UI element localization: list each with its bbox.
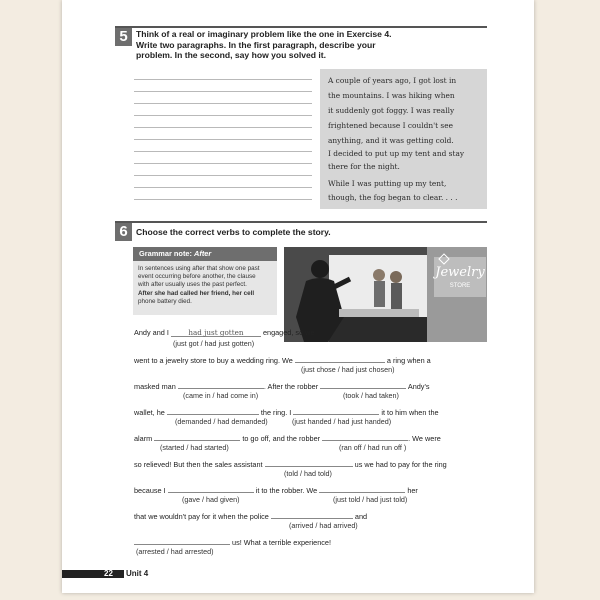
story-line-2: went to a jewelry store to buy a wedding ring. We a ring when a: [134, 356, 431, 365]
writing-line[interactable]: [134, 187, 312, 188]
answer-blank[interactable]: [134, 536, 230, 545]
exercise-5-instructions: Think of a real or imaginary problem like the one in Exercise 4. Write two paragraphs. In the first paragraph, describe your problem. In the second, say how you solved it.: [136, 29, 392, 60]
model-line: A couple of years ago, I got lost in: [328, 76, 457, 85]
answer-blank[interactable]: [295, 354, 385, 363]
writing-line[interactable]: [134, 103, 312, 104]
model-line: I decided to put up my tent and stay: [328, 149, 465, 158]
writing-line[interactable]: [134, 199, 312, 200]
answer-blank[interactable]: [154, 432, 240, 441]
writing-line[interactable]: [134, 91, 312, 92]
grammar-note-heading: Grammar note: After: [133, 247, 277, 261]
model-line: frightened because I couldn't see: [328, 121, 453, 130]
model-line: anything, and it was getting cold.: [328, 136, 454, 145]
exercise-6-number: 6: [115, 223, 132, 241]
answer-blank[interactable]: [178, 380, 264, 389]
footer-bar: [62, 570, 124, 578]
verb-options: (arrested / had arrested): [136, 547, 214, 556]
verb-options: (just chose / had just chosen): [301, 365, 395, 374]
verb-options: (demanded / had demanded): [175, 417, 268, 426]
writing-line[interactable]: [134, 115, 312, 116]
model-line: it suddenly got foggy. I was really: [328, 106, 455, 115]
writing-line[interactable]: [134, 175, 312, 176]
model-text-box: [320, 69, 487, 209]
verb-options: (took / had taken): [343, 391, 399, 400]
verb-options: (ran off / had run off ): [339, 443, 407, 452]
example-answer: had just gotten: [188, 328, 244, 337]
model-line: though, the fog began to clear. . . .: [328, 193, 458, 202]
verb-options: (just handed / had just handed): [292, 417, 392, 426]
jewelry-store-sign: Jewelry: [435, 265, 485, 280]
answer-blank[interactable]: [171, 328, 261, 337]
unit-label: Unit 4: [126, 569, 149, 578]
verb-options: (told / had told): [284, 469, 332, 478]
verb-options: (just got / had just gotten): [173, 339, 255, 348]
exercise-5-rule: [115, 26, 487, 28]
model-line: the mountains. I was hiking when: [328, 91, 455, 100]
answer-blank[interactable]: [322, 432, 408, 441]
answer-blank[interactable]: [319, 484, 405, 493]
story-line-4: wallet, he the ring. I it to him when the: [134, 408, 439, 417]
story-line-8: that we wouldn't pay for it when the police and: [134, 512, 368, 521]
exercise-5-number: 5: [115, 28, 132, 46]
exercise-6-rule: [115, 221, 487, 223]
story-line-1: Andy and I had just gotten engaged, so we: [134, 328, 315, 337]
answer-blank[interactable]: [167, 406, 259, 415]
answer-blank[interactable]: [265, 458, 353, 467]
answer-blank[interactable]: [271, 510, 353, 519]
answer-blank[interactable]: [168, 484, 254, 493]
answer-blank[interactable]: [320, 380, 406, 389]
model-line: While I was putting up my tent,: [328, 179, 447, 188]
verb-options: (gave / had given): [182, 495, 240, 504]
answer-blank[interactable]: [293, 406, 379, 415]
store-subtitle: STORE: [449, 283, 471, 289]
exercise-6-instructions: Choose the correct verbs to complete the story.: [136, 227, 331, 237]
story-line-5: alarm to go off, and the robber . We were: [134, 434, 441, 443]
verb-options: (started / had started): [160, 443, 229, 452]
writing-line[interactable]: [134, 79, 312, 80]
verb-options: (arrived / had arrived): [289, 521, 358, 530]
story-line-7: because I it to the robber. We her: [134, 486, 418, 495]
verb-options: (came in / had come in): [183, 391, 259, 400]
page-number: 22: [104, 569, 113, 578]
writing-line[interactable]: [134, 163, 312, 164]
writing-line[interactable]: [134, 127, 312, 128]
verb-options: (just told / had just told): [333, 495, 408, 504]
story-line-9: us! What a terrible experience!: [134, 536, 331, 547]
grammar-note-body: In sentences using after that show one past event occurring before another, the clause with after usually uses the past perfect. After she had called her friend, her cell phone battery died.: [133, 261, 277, 315]
story-line-6: so relieved! But then the sales assistant us we had to pay for the ring: [134, 460, 447, 469]
model-line: there for the night.: [328, 162, 400, 171]
writing-line[interactable]: [134, 139, 312, 140]
story-line-3: masked man . After the robber Andy's: [134, 382, 430, 391]
writing-line[interactable]: [134, 151, 312, 152]
grammar-note: [133, 247, 277, 317]
